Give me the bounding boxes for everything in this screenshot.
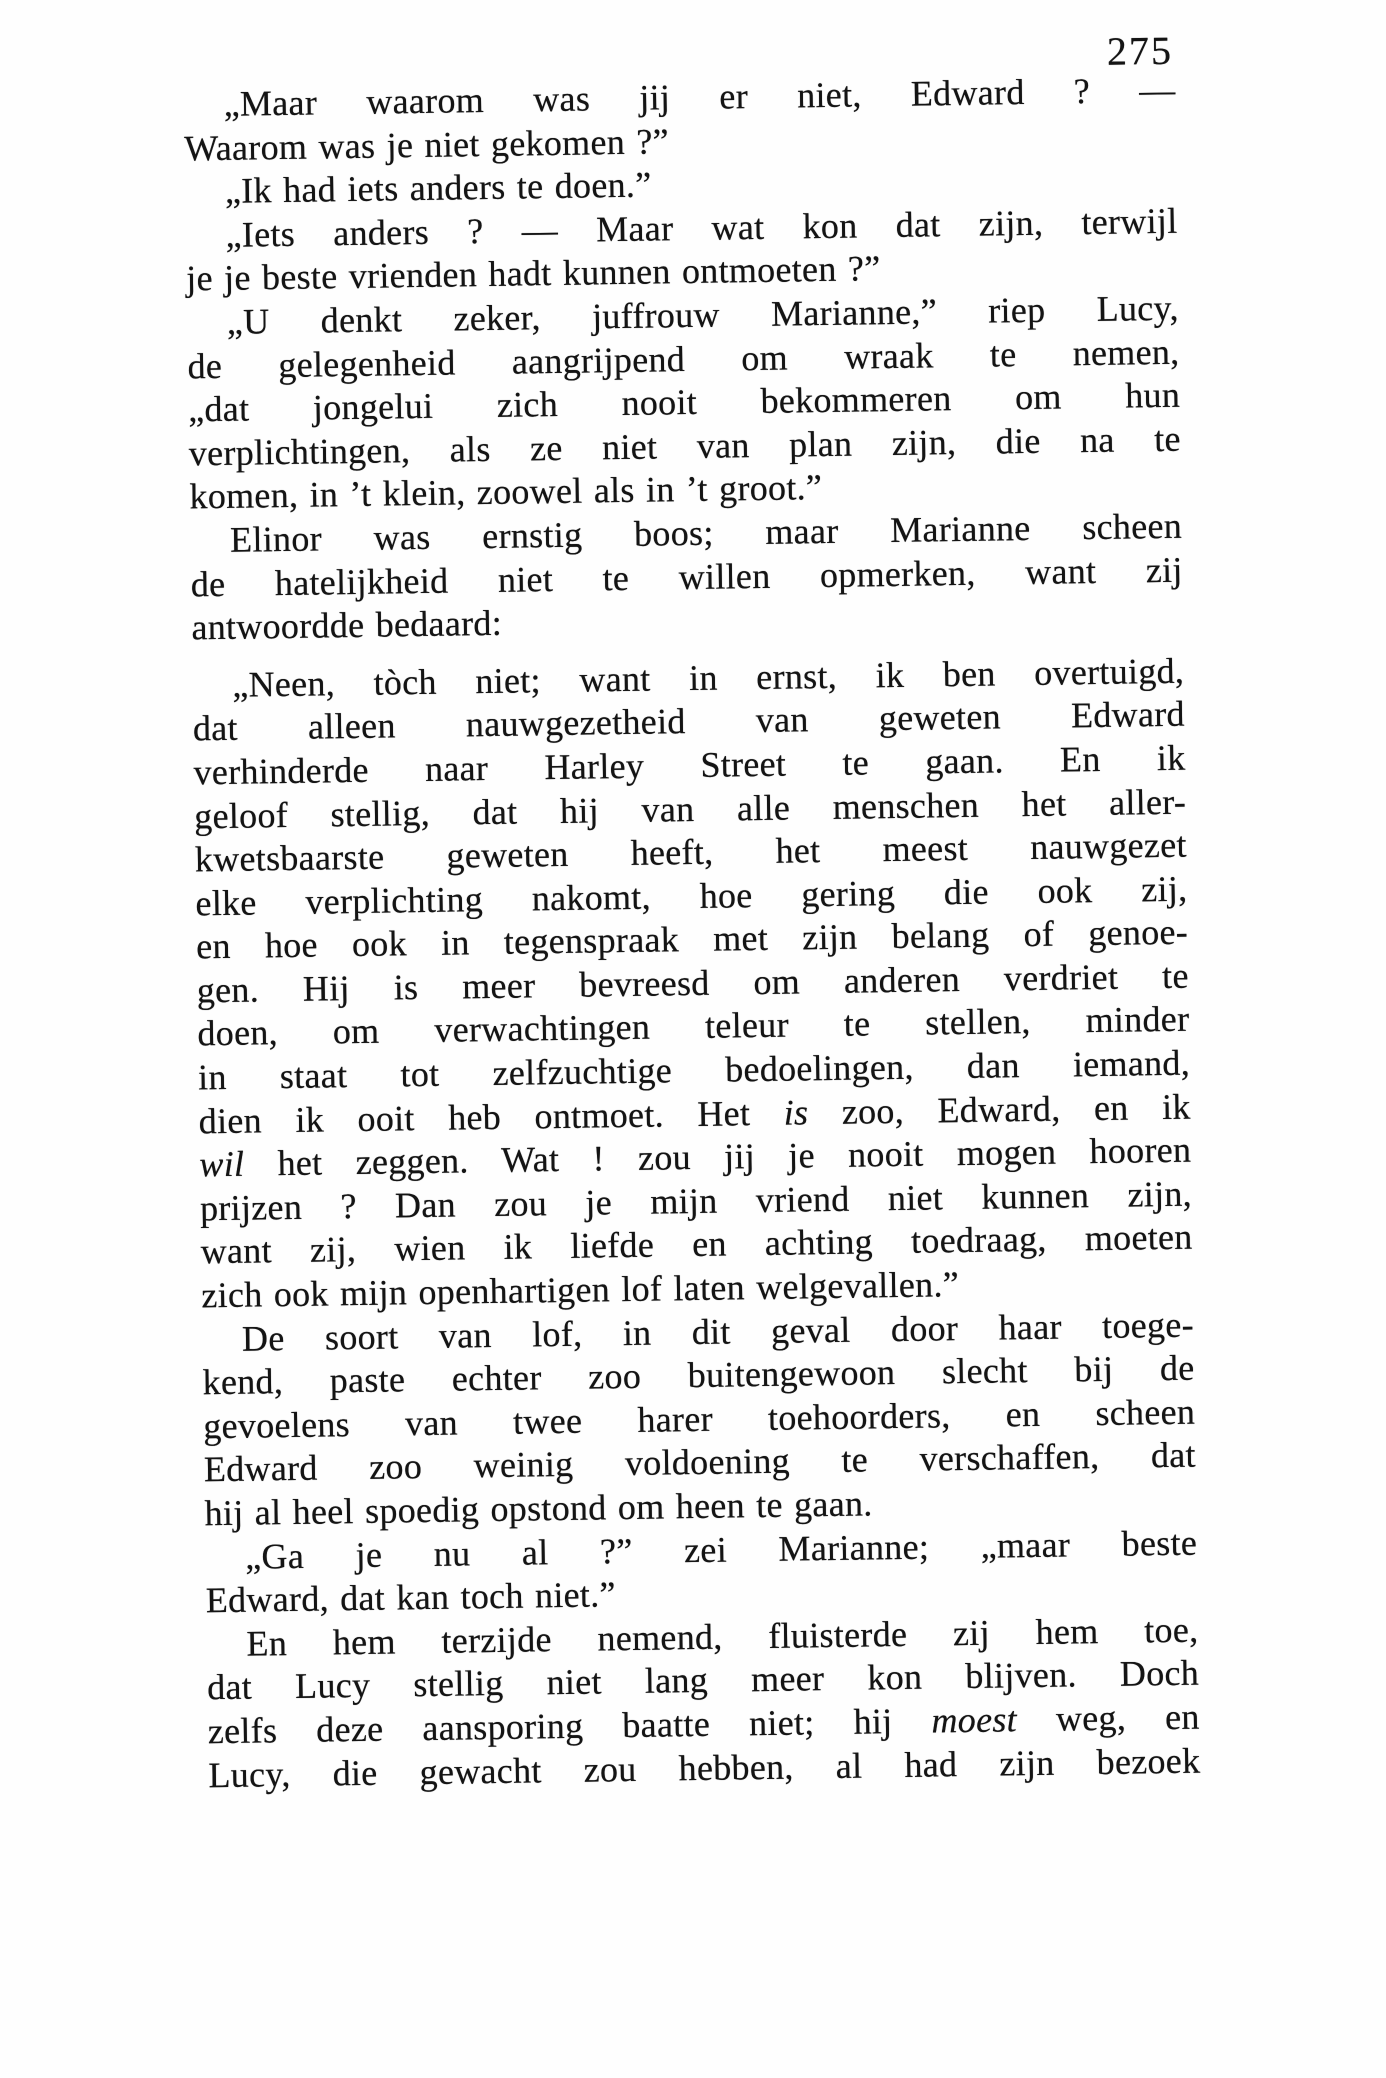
text-run: Waarom was je niet gekomen ?” <box>184 120 670 169</box>
text-run: komen, in ’t klein, zoowel als in ’t groot.” <box>189 467 823 517</box>
text-run: prijzen ? Dan zou je mijn vriend niet kunnen zijn, <box>199 1173 1193 1229</box>
paragraph <box>205 1521 1198 1623</box>
text-run: en hoe ook in tegenspraak met zijn belang of genoe- <box>195 911 1189 967</box>
text-run: Edward zoo weinig voldoening te verschaffen, dat <box>203 1434 1197 1490</box>
text-run: doen, om verwachtingen teleur te stellen, minder <box>197 999 1190 1054</box>
text-run: dat alleen nauwgezetheid van geweten Edward <box>192 693 1186 749</box>
text-run: „Neen, tòch niet; want in ernst, ik ben overtuigd, <box>231 650 1185 705</box>
text-run: Lucy, die gewacht zou hebben, al had zijn bezoek <box>208 1740 1201 1795</box>
text-run: En hem terzijde nemend, fluisterde zij hem toe, <box>246 1609 1199 1664</box>
text-run: verplichtingen, als ze niet van plan zijn, die na te <box>188 418 1182 474</box>
paragraph <box>202 1303 1197 1536</box>
text-run: weg, en <box>1016 1696 1200 1740</box>
text-run: je je beste vrienden hadt kunnen ontmoeten ?” <box>185 248 881 299</box>
text-run: zich ook mijn openhartigen lof laten welgevallen.” <box>201 1264 960 1316</box>
text-run: kwetsbaarste geweten heeft, het meest nauwgezet <box>194 824 1188 880</box>
italic-text-run: moest <box>931 1699 1018 1741</box>
text-run: geloof stellig, dat hij van alle menschen het aller- <box>193 781 1187 836</box>
text-run: „Ik had iets anders te doen.” <box>224 164 652 212</box>
text-run: dien ik ooit heb ontmoet. Het <box>198 1092 784 1141</box>
text-run: elke verplichting nakomt, hoe gering die ook zij, <box>195 868 1188 924</box>
text-run: „U denkt zeker, juffrouw Marianne,” riep Lucy, <box>226 287 1180 342</box>
text-run: de gelegenheid aangrijpend om wraak te nemen, <box>187 331 1180 386</box>
text-run: want zij, wien ik liefde en achting toedraag, moeten <box>200 1217 1193 1272</box>
text-run: antwoordde bedaard: <box>191 602 503 648</box>
text-run: kend, paste echter zoo buitengewoon slecht bij de <box>202 1347 1195 1403</box>
text-run: hij al heel spoedig opstond om heen te gaan. <box>204 1483 873 1534</box>
paragraph <box>185 200 1178 302</box>
text-run: Elinor was ernstig boos; maar Marianne scheen <box>229 505 1183 560</box>
text-run: zoo, Edward, en ik <box>808 1086 1191 1132</box>
paragraph <box>192 649 1194 1318</box>
text-run: „dat jongelui zich nooit bekommeren om hun <box>187 374 1181 430</box>
text-run: de hatelijkheid niet te willen opmerken, want zij <box>190 549 1183 604</box>
text-run: dat Lucy stellig niet lang meer kon blijven. Doch <box>206 1652 1200 1708</box>
text-run: verhinderde naar Harley Street te gaan. En ik <box>193 737 1186 793</box>
italic-text-run: wil <box>199 1143 245 1185</box>
paragraph <box>190 505 1184 650</box>
text-run: het zeggen. Wat ! zou jij je nooit mogen hooren <box>244 1129 1192 1184</box>
page-number: 275 <box>1106 27 1174 74</box>
text-run: zelfs deze aansporing baatte niet; hij <box>207 1700 932 1752</box>
text-run: in staat tot zelfzuchtige bedoelingen, dan iemand, <box>197 1042 1191 1098</box>
text-run: gen. Hij is meer bevreesd om anderen verdriet te <box>196 955 1189 1011</box>
italic-text-run: is <box>783 1091 809 1133</box>
text-block <box>183 27 1201 1798</box>
text-run: „Maar waarom was jij er niet, Edward ? — <box>223 69 1176 124</box>
paragraph <box>187 287 1182 520</box>
paragraph <box>206 1608 1200 1797</box>
paragraph <box>183 69 1176 171</box>
text-run: gevoelens van twee harer toehoorders, en scheen <box>202 1391 1196 1447</box>
text-run: De soort van lof, in dit geval door haar toege- <box>241 1304 1195 1359</box>
text-run: „Iets anders ? — Maar wat kon dat zijn, terwijl <box>225 200 1178 255</box>
text-run: „Ga je nu al ?” zei Marianne; „maar beste <box>244 1522 1198 1577</box>
text-run: Edward, dat kan toch niet.” <box>205 1574 617 1621</box>
